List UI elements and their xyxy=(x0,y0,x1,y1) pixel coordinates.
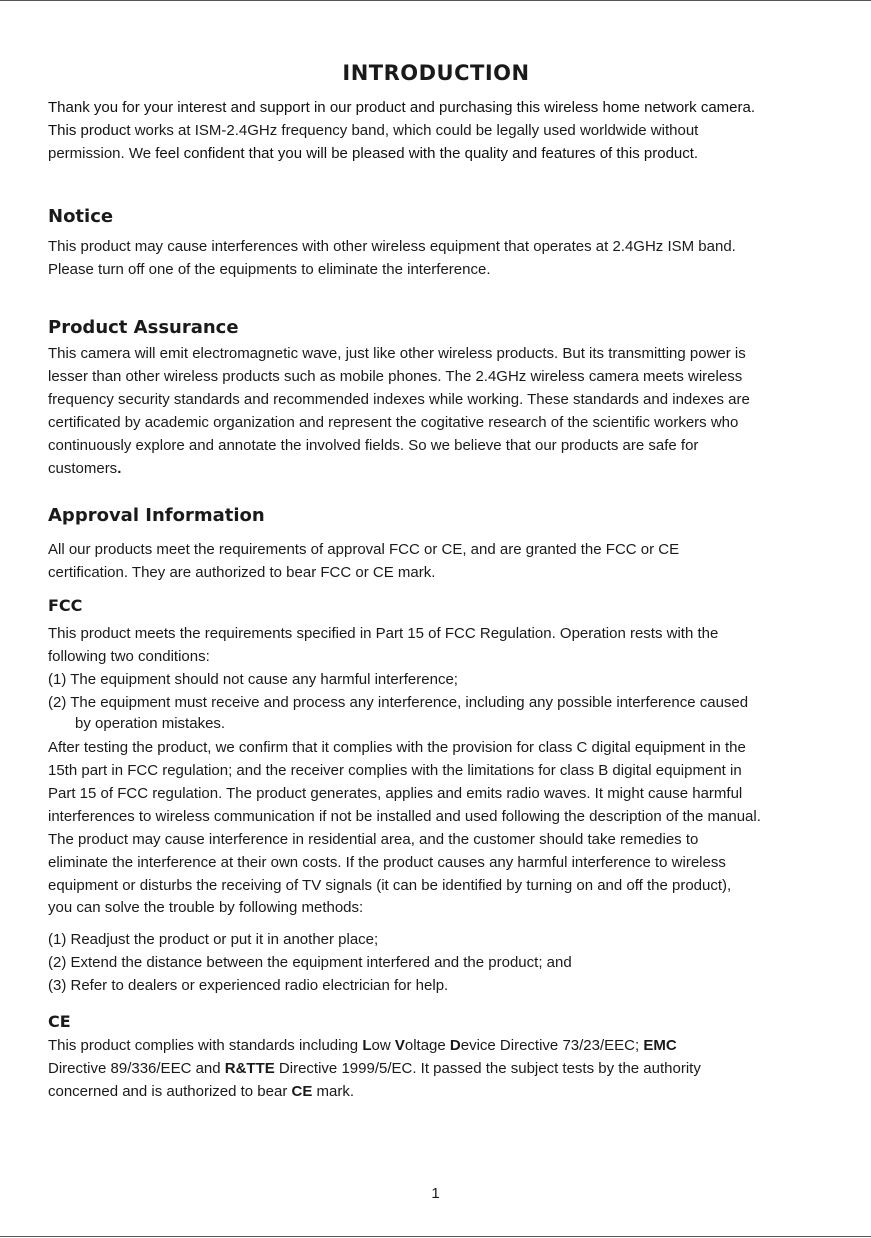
fcc-method: (3) Refer to dealers or experienced radio electrician for help. xyxy=(48,977,449,994)
fcc-body-line: The product may cause interference in residential area, and the customer should take remedies to xyxy=(48,831,699,848)
assurance-line-last: customers. xyxy=(48,460,122,477)
fcc-body-line: interferences to wireless communication if not be installed and used following the description of the manual. xyxy=(48,808,761,825)
fcc-intro-line: following two conditions: xyxy=(48,648,210,665)
top-rule xyxy=(0,0,871,1)
intro-line-3: permission. We feel confident that you will be pleased with the quality and features of this product. xyxy=(48,145,699,162)
ce-line-1: This product complies with standards including Low Voltage Device Directive 73/23/EEC; EMC xyxy=(48,1037,677,1054)
approval-line: All our products meet the requirements of approval FCC or CE, and are granted the FCC or CE xyxy=(48,541,680,558)
approval-information-heading: Approval Information xyxy=(48,505,265,526)
bottom-rule xyxy=(0,1236,871,1237)
assurance-line: This camera will emit electromagnetic wave, just like other wireless products. But its transmitting power is xyxy=(48,345,746,362)
intro-line-2: This product works at ISM-2.4GHz frequency band, which could be legally used worldwide without xyxy=(48,122,699,139)
ce-line-3: concerned and is authorized to bear CE mark. xyxy=(48,1083,355,1100)
assurance-line: lesser than other wireless products such as mobile phones. The 2.4GHz wireless camera meets wireless xyxy=(48,368,743,385)
assurance-line: certificated by academic organization and represent the cogitative research of the scientific workers who xyxy=(48,414,739,431)
fcc-condition: (1) The equipment should not cause any harmful interference; xyxy=(48,671,458,688)
page-title: INTRODUCTION xyxy=(342,61,530,85)
fcc-body-line: 15th part in FCC regulation; and the receiver complies with the limitations for class B digital equipment in xyxy=(48,762,742,779)
page-number: 1 xyxy=(431,1185,440,1202)
assurance-line: continuously explore and annotate the involved fields. So we believe that our products are safe for xyxy=(48,437,699,454)
notice-line: This product may cause interferences with other wireless equipment that operates at 2.4GHz ISM band. xyxy=(48,238,736,255)
fcc-intro-line: This product meets the requirements specified in Part 15 of FCC Regulation. Operation rests with the xyxy=(48,625,719,642)
assurance-line: frequency security standards and recommended indexes while working. These standards and indexes are xyxy=(48,391,750,408)
ce-heading: CE xyxy=(48,1012,71,1031)
fcc-method: (1) Readjust the product or put it in another place; xyxy=(48,931,379,948)
product-assurance-heading: Product Assurance xyxy=(48,317,239,338)
approval-line: certification. They are authorized to bear FCC or CE mark. xyxy=(48,564,436,581)
fcc-method: (2) Extend the distance between the equipment interfered and the product; and xyxy=(48,954,572,971)
fcc-condition-continued: by operation mistakes. xyxy=(75,715,226,732)
fcc-body-line: eliminate the interference at their own costs. If the product causes any harmful interference to wireless xyxy=(48,854,726,871)
fcc-condition: (2) The equipment must receive and process any interference, including any possible interference caused xyxy=(48,694,749,711)
fcc-body-line: equipment or disturbs the receiving of TV signals (it can be identified by turning on and off the product), xyxy=(48,877,732,894)
fcc-body-line: Part 15 of FCC regulation. The product generates, applies and emits radio waves. It might cause harmful xyxy=(48,785,743,802)
ce-line-2: Directive 89/336/EEC and R&TTE Directive 1999/5/EC. It passed the subject tests by the authority xyxy=(48,1060,701,1077)
notice-heading: Notice xyxy=(48,206,114,227)
fcc-heading: FCC xyxy=(48,596,83,615)
fcc-body-line: you can solve the trouble by following methods: xyxy=(48,899,364,916)
notice-line: Please turn off one of the equipments to eliminate the interference. xyxy=(48,261,491,278)
intro-line-1: Thank you for your interest and support in our product and purchasing this wireless home network camera. xyxy=(48,99,756,116)
fcc-body-line: After testing the product, we confirm that it complies with the provision for class C digital equipment in the xyxy=(48,739,746,756)
